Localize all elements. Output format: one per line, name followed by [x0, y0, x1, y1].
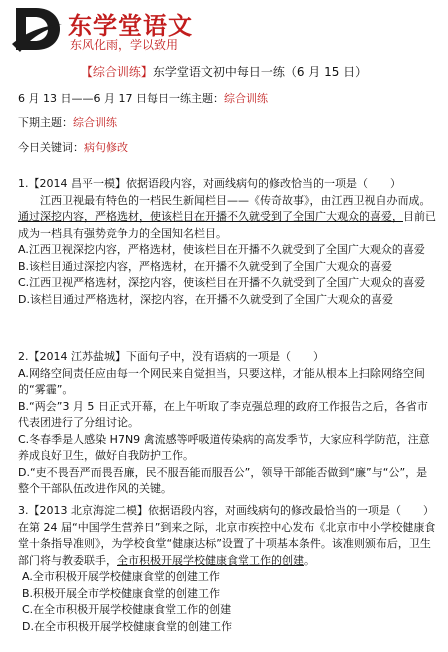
week-theme-label: 6 月 13 日——6 月 17 日每日一练主题： — [18, 92, 224, 105]
option-c: C.冬春季是人感染 H7N9 禽流感等呼吸道传染病的高发季节，大家应科学防范，注意养成良好卫生，做好自我防护工作。 — [18, 432, 430, 462]
keyword-line — [18, 139, 128, 155]
option-a: A.江西卫视深挖内容，严格选材，使该栏目在开播不久就受到了全国广大观众的喜爱 — [18, 243, 425, 256]
question-3-head: 3.【2013 北京海淀二模】依据语段内容，对画线病句的修改最恰当的一项是（ ） — [18, 504, 434, 517]
underlined-sentence: 全市积极开展学校健康食堂工作的创建 — [117, 553, 304, 567]
option-c: C.江西卫视严格选材，深挖内容，使该栏目在开播不久就受到了全国广大观众的喜爱 — [18, 276, 426, 289]
brand-logo — [2, 4, 192, 54]
option-b: B.积极开展全市学校健康食堂的创建工作 — [22, 586, 221, 600]
option-d: D.该栏目通过严格选材，深挖内容，在开播不久就受到了全国广大观众的喜爱 — [18, 292, 393, 306]
keyword-value: 病句修改 — [84, 141, 128, 154]
question-3 — [18, 503, 436, 635]
brand-logo-mark-icon — [10, 4, 64, 54]
next-theme-label: 下期主题： — [18, 116, 73, 129]
page-title — [0, 63, 448, 80]
option-d: D.“吏不畏吾严而畏吾廉，民不服吾能而服吾公”，领导干部能否做到“廉”与“公”，是整个干部队伍改进作风的关键。 — [18, 465, 428, 495]
next-theme-line — [18, 114, 117, 130]
question-2 — [18, 349, 436, 498]
keyword-label: 今日关键词： — [18, 141, 84, 154]
week-theme-value: 综合训练 — [223, 92, 268, 105]
option-a: A.全市积极开展学校健康食堂的创建工作 — [22, 570, 220, 583]
underlined-sentence: 通过深挖内容，严格选材，使该栏目在开播不久就受到了全国广大观众的喜爱， — [18, 210, 403, 223]
passage-text: 目前已成为一档具有强势竞争力的全国知名栏目。 — [18, 210, 436, 240]
option-a: A.网络空间责任应由每一个网民来自觉担当，只要这样，才能从根本上扫除网络空间的“雾霾”。 — [18, 366, 425, 396]
title-tag: 【综合训练】 — [80, 65, 153, 79]
question-1 — [18, 176, 436, 308]
question-2-head: 2.【2014 江苏盐城】下面句子中，没有语病的一项是（ ） — [18, 350, 324, 363]
question-1-head: 1.【2014 昌平一模】依据语段内容，对画线病句的修改恰当的一项是（ ） — [18, 177, 401, 190]
option-d: D.在全市积极开展学校健康食堂的创建工作 — [22, 619, 232, 633]
option-b: B.“两会”3 月 5 日正式开幕，在上午听取了李克强总理的政府工作报告之后，各省市代表团进行了分组讨论。 — [18, 399, 428, 429]
title-text: 东学堂语文初中每日一练（6 月 15 日） — [152, 65, 368, 79]
passage-text: 江西卫视最有特色的一档民生新闻栏目——《传奇故事》，由江西卫视自办而成。 — [40, 193, 431, 207]
brand-name: 东学堂语文 — [68, 12, 193, 40]
week-theme-line — [18, 90, 268, 106]
question-1-passage — [18, 193, 436, 243]
question-3-options — [18, 569, 436, 635]
brand-slogan: 东风化雨，学以致用 — [70, 38, 179, 52]
option-c: C.在全市积极开展学校健康食堂工作的创建 — [22, 603, 232, 616]
passage-text: 。 — [304, 553, 315, 567]
question-3-passage — [18, 520, 436, 570]
next-theme-value: 综合训练 — [73, 116, 117, 129]
passage-text: 在第 24 届“中国学生营养日”到来之际，北京市疾控中心发布《北京市中小学校健康食堂十条指导准则》，为学校食堂“健康达标”设置了十项基本条件。该准则颁布后，卫生部门将与教委联手， — [18, 520, 436, 567]
option-b: B.该栏目通过深挖内容，严格选材，在开播不久就受到了全国广大观众的喜爱 — [18, 259, 393, 273]
